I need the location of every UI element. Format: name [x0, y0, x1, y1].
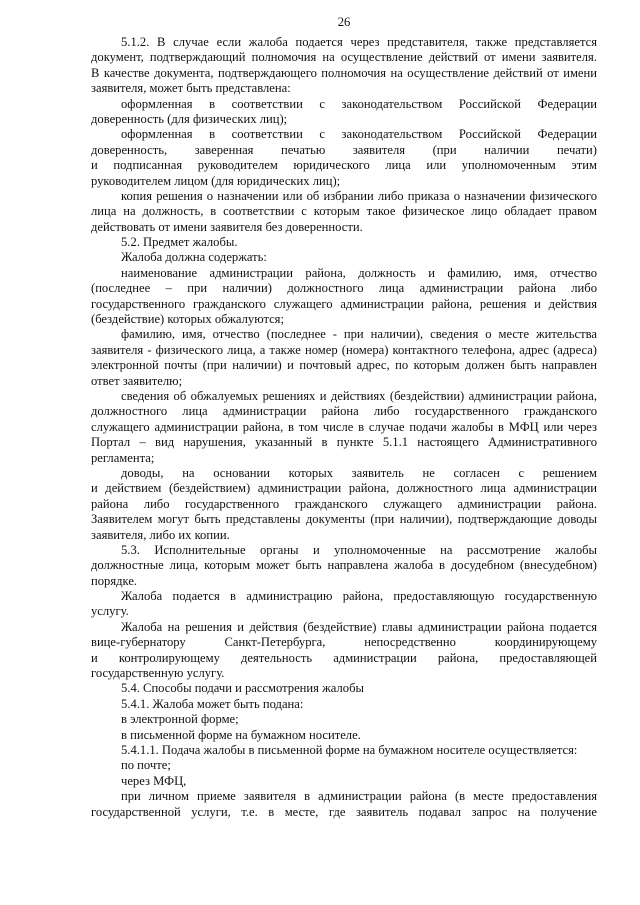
section-heading-5-2 [91, 235, 597, 250]
text-line: 5.3. Исполнительные органы и уполномоченные на рассмотрение жалобы [121, 542, 597, 557]
text-line: доверенность, заверенная печатью заявителя (при наличии печати) [91, 142, 597, 157]
text-line: Жалоба подается в администрацию района, предоставляющую государственную [121, 589, 597, 604]
text-line: электронной почты (при наличии) и почтовый адрес, по которым должен быть направлен [91, 358, 597, 373]
text-line: служащего администрации района, в том числе в случае подачи жалобы в МФЦ или через [91, 419, 597, 434]
list-item-power-of-attorney-legal-entities [91, 127, 597, 189]
text-line: Жалоба на решения и действия (бездействие) главы администрации района подается [121, 619, 597, 634]
text-line: государственной услуги, т.е. в месте, где заявитель подавал запрос на получение [91, 804, 597, 819]
text-line: (бездействие) которых обжалуются; [91, 312, 284, 327]
text-line: сведения об обжалуемых решениях и действиях (бездействии) администрации района, [121, 388, 597, 403]
text-line: доводы, на основании которых заявитель не согласен с решением [121, 465, 597, 480]
text-line: через МФЦ, [121, 773, 187, 788]
text-line: наименование администрации района, должность и фамилию, имя, отчество [121, 265, 597, 280]
text-line: регламента; [91, 450, 155, 465]
list-item-paper-form [91, 728, 597, 743]
text-line: и действием (бездействием) администрации района, должностного лица администрации [91, 481, 597, 496]
text-line: ответ заявителю; [91, 373, 183, 388]
document-body [91, 35, 597, 820]
text-line: 5.2. Предмет жалобы. [121, 235, 238, 250]
section-heading-5-3 [91, 543, 597, 589]
text-line: оформленная в соответствии с законодательством Российской Федерации [121, 96, 597, 111]
text-line: по почте; [121, 758, 171, 773]
paragraph-5-4-1-1 [91, 743, 597, 758]
text-line: действовать от имени заявителя без доверенности. [91, 219, 363, 234]
page-number: 26 [337, 15, 351, 29]
text-line: В качестве документа, подтверждающего полномочия на осуществление действий от имени [91, 65, 597, 80]
paragraph-complaint-contents [91, 250, 597, 265]
text-line: доверенность (для физических лиц); [91, 111, 288, 126]
list-item-arguments [91, 466, 597, 543]
text-line: заявителя - физического лица, а также номер (номера) контактного телефона, адрес (адреса) [91, 342, 597, 357]
text-line: и контролирующему деятельность администрации района, предоставляющей [91, 650, 597, 665]
text-line: оформленная в соответствии с законодательством Российской Федерации [121, 127, 597, 142]
text-line: порядке. [91, 573, 138, 588]
paragraph-submission-to-vice-governor [91, 620, 597, 682]
text-line: документ, подтверждающий полномочия на осуществление действий от имени заявителя. [91, 50, 597, 65]
text-line: 5.4. Способы подачи и рассмотрения жалобы [121, 681, 364, 696]
text-line: вице-губернатору Санкт-Петербурга, непосредственно координирующему [91, 635, 597, 650]
list-item-applicant-details [91, 327, 597, 389]
text-line: лица на должность, в соответствии с которым такое физическое лицо обладает правом [91, 204, 597, 219]
text-line: Жалоба должна содержать: [121, 250, 267, 265]
text-line: 5.4.1.1. Подача жалобы в письменной форме на бумажном носителе осуществляется: [121, 742, 578, 757]
text-line: 5.4.1. Жалоба может быть подана: [121, 696, 304, 711]
text-line: в электронной форме; [121, 712, 239, 727]
text-line: фамилию, имя, отчество (последнее - при наличии), сведения о месте жительства [121, 327, 597, 342]
text-line: услугу. [91, 604, 129, 619]
text-line: (последнее – при наличии) должностного лица администрации района либо [91, 281, 597, 296]
text-line: государственную услугу. [91, 666, 225, 681]
list-item-electronic-form [91, 712, 597, 727]
text-line: заявителя, может быть представлена: [91, 81, 291, 96]
text-line: 5.1.2. В случае если жалоба подается через представителя, также представляется [121, 35, 597, 49]
list-item-via-mfc [91, 774, 597, 789]
list-item-appointment-decision-copy [91, 189, 597, 235]
list-item-power-of-attorney-individuals [91, 97, 597, 128]
paragraph-submission-to-administration [91, 589, 597, 620]
section-heading-5-4 [91, 681, 597, 696]
list-item-by-mail [91, 758, 597, 773]
list-item-appealed-decisions [91, 389, 597, 466]
paragraph-5-1-2 [91, 35, 597, 97]
text-line: должностные лица, которым может быть направлена жалоба в досудебном (внесудебном) [91, 558, 597, 573]
text-line: копия решения о назначении или об избрании либо приказа о назначении физического [121, 188, 597, 203]
list-item-administration-name [91, 266, 597, 328]
paragraph-5-4-1 [91, 697, 597, 712]
text-line: Заявителем могут быть представлены документы (при наличии), подтверждающие доводы [91, 512, 597, 527]
text-line: в письменной форме на бумажном носителе. [121, 727, 361, 742]
text-line: при личном приеме заявителя в администрации района (в месте предоставления [121, 789, 597, 804]
text-line: руководителем лицом (для юридических лиц); [91, 173, 341, 188]
text-line: Портал – вид нарушения, указанный в пункте 5.1.1 настоящего Административного [91, 435, 597, 450]
text-line: района либо государственного гражданского служащего администрации района. [91, 496, 597, 511]
list-item-personal-reception [91, 789, 597, 820]
text-line: и подписанная руководителем юридического лица или уполномоченным этим [91, 158, 597, 173]
text-line: заявителя, либо их копии. [91, 527, 230, 542]
text-line: государственного гражданского служащего администрации района, решения и действия [91, 296, 597, 311]
text-line: должностного лица администрации района либо государственного гражданского [91, 404, 597, 419]
